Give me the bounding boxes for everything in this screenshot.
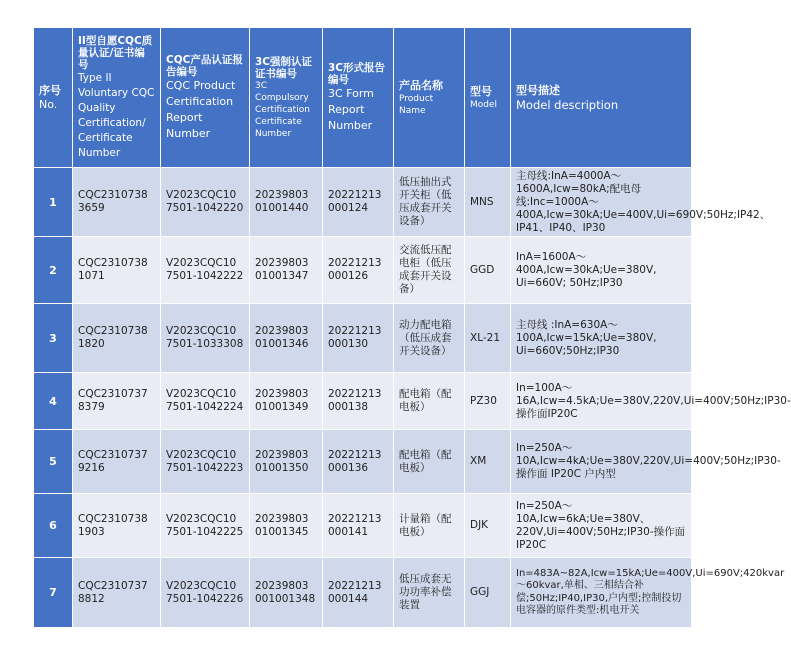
form-report-number: 20221213 000138	[323, 373, 394, 430]
model: XL-21	[465, 304, 511, 373]
model: GGD	[465, 237, 511, 304]
header-voluntary-en: Type II Voluntary CQC Quality Certification/ Certificate Number	[78, 71, 155, 159]
table-row	[34, 494, 692, 558]
header-product-en: Product Name	[399, 93, 434, 116]
row-number: 2	[34, 237, 73, 304]
product-name: 低压成套无功功率补偿装置	[394, 558, 465, 628]
header-no-en: No.	[39, 97, 58, 111]
row-number: 3	[34, 304, 73, 373]
header-model-description	[511, 28, 692, 168]
cqc-cert-number: CQC2310738 1903	[73, 494, 161, 558]
product-name: 计量箱（配电板）	[394, 494, 465, 558]
cqc-report-number: V2023CQC10 7501-1042224	[161, 373, 250, 430]
certification-table-container	[33, 27, 791, 628]
header-model	[465, 28, 511, 168]
header-ccc-cert	[250, 28, 323, 168]
table-row	[34, 430, 692, 494]
row-number: 6	[34, 494, 73, 558]
model: PZ30	[465, 373, 511, 430]
model-description: In=483A~82A,Icw=15kA;Ue=400V,Ui=690V;420kvar～60kvar,单相、三相结合补偿;50Hz;IP40,IP30,户内型;控制投切电容器的原件类型:机电开关	[511, 558, 692, 628]
header-model-en: Model	[470, 99, 498, 110]
certification-table	[33, 27, 791, 628]
header-no	[34, 28, 73, 168]
model: DJK	[465, 494, 511, 558]
cqc-cert-number: CQC2310738 1071	[73, 237, 161, 304]
model-description: In=250A～10A,Icw=6kA;Ue=380V、220V,Ui=400V;50Hz;IP30-操作面 IP20C	[511, 494, 692, 558]
row-number: 5	[34, 430, 73, 494]
header-no-cn: 序号	[39, 83, 61, 97]
header-model-cn: 型号	[470, 84, 492, 98]
header-cqc-report-en: CQC Product Certification Report Number	[166, 78, 236, 140]
model-description: InA=1600A～400A,Icw=30kA;Ue=380V, Ui=660V; 50Hz;IP30	[511, 237, 692, 304]
header-product-name	[394, 28, 465, 168]
form-report-number: 20221213 000126	[323, 237, 394, 304]
header-voluntary-cert	[73, 28, 161, 168]
model-description: In=100A～16A,Icw=4.5kA;Ue=380V,220V,Ui=400V;50Hz;IP30-操作面IP20C	[511, 373, 692, 430]
header-desc-en: Model description	[516, 97, 619, 112]
product-name: 交流低压配电柜（低压成套开关设备）	[394, 237, 465, 304]
cqc-cert-number: CQC2310738 3659	[73, 168, 161, 237]
header-cqc-report-cn: CQC产品认证报告编号	[166, 53, 243, 78]
cqc-cert-number: CQC2310738 1820	[73, 304, 161, 373]
cqc-report-number: V2023CQC10 7501-1042226	[161, 558, 250, 628]
cqc-report-number: V2023CQC10 7501-1042220	[161, 168, 250, 237]
form-report-number: 20221213 000130	[323, 304, 394, 373]
header-cqc-report	[161, 28, 250, 168]
cqc-report-number: V2023CQC10 7501-1042223	[161, 430, 250, 494]
header-form-report-cn: 3C形式报告编号	[328, 61, 386, 86]
form-report-number: 20221213 000136	[323, 430, 394, 494]
table-row	[34, 237, 692, 304]
model: MNS	[465, 168, 511, 237]
row-number: 4	[34, 373, 73, 430]
cqc-report-number: V2023CQC10 7501-1042222	[161, 237, 250, 304]
header-form-report-en: 3C Form Report Number	[328, 86, 374, 132]
cqc-cert-number: CQC2310737 9216	[73, 430, 161, 494]
model-description: 主母线 :InA=630A～100A,Icw=15kA;Ue=380V, Ui=660V;50Hz;IP30	[511, 304, 692, 373]
model: XM	[465, 430, 511, 494]
row-number: 7	[34, 558, 73, 628]
product-name: 配电箱（配电板）	[394, 430, 465, 494]
model-description: 主母线:InA=4000A～1600A,Icw=80kA;配电母线:Inc=1000A～400A,Icw=30kA;Ue=400V,Ui=690V;50Hz;IP42、IP41、IP40、IP30	[511, 168, 692, 237]
table-row	[34, 373, 692, 430]
header-desc-cn: 型号描述	[516, 83, 560, 97]
row-number: 1	[34, 168, 73, 237]
header-voluntary-cn: II型自愿CQC质量认证/证书编号	[78, 34, 153, 71]
ccc-cert-number: 20239803 01001350	[250, 430, 323, 494]
cqc-report-number: V2023CQC10 7501-1042225	[161, 494, 250, 558]
form-report-number: 20221213 000124	[323, 168, 394, 237]
header-ccc-cn: 3C强制认证证书编号	[255, 55, 313, 80]
ccc-cert-number: 20239803 01001345	[250, 494, 323, 558]
cqc-cert-number: CQC2310737 8379	[73, 373, 161, 430]
header-product-cn: 产品名称	[399, 78, 443, 92]
cqc-cert-number: CQC2310737 8812	[73, 558, 161, 628]
table-row	[34, 558, 692, 628]
product-name: 配电箱（配电板）	[394, 373, 465, 430]
cqc-report-number: V2023CQC10 7501-1033308	[161, 304, 250, 373]
model-description: In=250A～10A,Icw=4kA;Ue=380V,220V,Ui=400V;50Hz;IP30-操作面 IP20C 户内型	[511, 430, 692, 494]
table-row	[34, 304, 692, 373]
ccc-cert-number: 20239803 01001349	[250, 373, 323, 430]
ccc-cert-number: 20239803 01001346	[250, 304, 323, 373]
form-report-number: 20221213 000141	[323, 494, 394, 558]
ccc-cert-number: 20239803 01001440	[250, 168, 323, 237]
header-row	[34, 28, 692, 168]
model: GGJ	[465, 558, 511, 628]
table-row	[34, 168, 692, 237]
header-ccc-en: 3C Compulsory Certification Certificate Number	[255, 80, 310, 139]
product-name: 低压抽出式开关柜（低压成套开关设备）	[394, 168, 465, 237]
header-form-report	[323, 28, 394, 168]
ccc-cert-number: 20239803 001001348	[250, 558, 323, 628]
product-name: 动力配电箱（低压成套开关设备）	[394, 304, 465, 373]
ccc-cert-number: 20239803 01001347	[250, 237, 323, 304]
form-report-number: 20221213 000144	[323, 558, 394, 628]
